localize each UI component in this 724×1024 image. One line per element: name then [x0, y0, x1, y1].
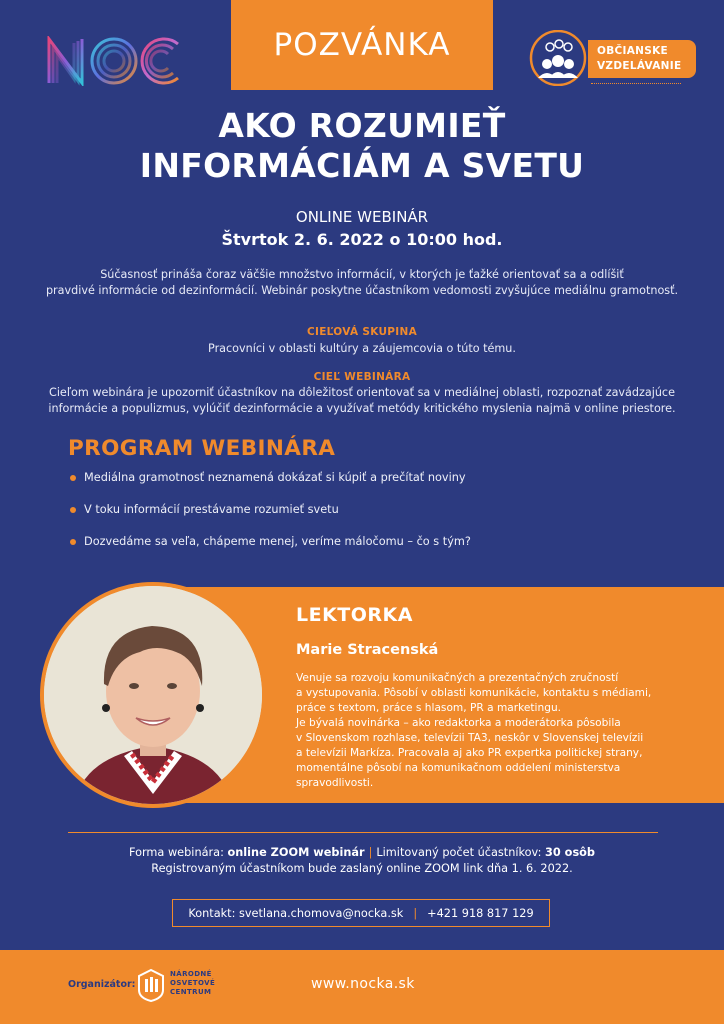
program-item [70, 471, 466, 484]
format-label: Forma webinára: [128, 846, 228, 859]
goal-heading: CIEĽ WEBINÁRA [313, 371, 411, 383]
title-line1: AKO ROZUMIEŤ [218, 106, 506, 145]
website-link[interactable]: www.nocka.sk [311, 976, 415, 992]
lecturer-photo-frame [40, 582, 266, 808]
org-line: NÁRODNÉ [170, 970, 212, 978]
bio-line: momentálne pôsobí na komunikačnom oddelení ministerstva [296, 762, 621, 774]
bio-line: spravodlivosti. [296, 777, 374, 789]
intro-line2: pravdivé informácie od dezinformácií. Webinár poskytne účastníkom vedomosti zvyšujúce mediálnu gramotnosť. [45, 284, 679, 297]
bio-line: práce s textom, práce s hlasom, PR a marketingu. [296, 702, 562, 714]
contact-phone[interactable]: +421 918 817 129 [427, 906, 534, 920]
program-item [70, 503, 339, 516]
invite-banner [231, 0, 493, 90]
org-line: CENTRUM [170, 988, 212, 996]
lecturer-heading: LEKTORKA [296, 604, 413, 626]
limit-value: 30 osôb [545, 846, 596, 859]
goal-line2: informácie a populizmus, vylúčiť dezinformácie a využívať metódy kritického myslenia najmä v online priestore. [48, 402, 676, 415]
goal-line1: Cieľom webinára je upozorniť účastníkov na dôležitosť orientovať sa v mediálnej oblasti, rozpoznať zavádzajúce [49, 386, 675, 399]
program-heading: PROGRAM WEBINÁRA [68, 436, 336, 461]
separator: | [413, 906, 418, 920]
goal-text [24, 385, 700, 417]
bullet-icon [70, 507, 76, 513]
program-item-text: Dozvedáme sa veľa, chápeme menej, veríme máločomu – čo s tým? [84, 535, 471, 548]
bio-line: Je bývalá novinárka – ako redaktorka a moderátorka pôsobila [296, 717, 621, 729]
limit-label: Limitovaný počet účastníkov: [376, 846, 546, 859]
civic-label-line1: OBČIANSKE [597, 45, 669, 57]
bullet-icon [70, 475, 76, 481]
target-group-heading: CIEĽOVÁ SKUPINA [307, 326, 417, 338]
intro-text [30, 267, 694, 299]
noc-logo [46, 36, 182, 86]
separator: | [368, 846, 373, 859]
main-title [0, 106, 724, 186]
registration-note: Registrovaným účastníkom bude zaslaný online ZOOM link dňa 1. 6. 2022. [151, 862, 573, 875]
target-group-text: Pracovníci v oblasti kultúry a záujemcovia o túto tému. [208, 342, 516, 355]
program-item-text: Mediálna gramotnosť neznamená dokázať si kúpiť a prečítať noviny [84, 471, 466, 484]
civic-label-line2: VZDELÁVANIE [597, 60, 682, 72]
event-type: ONLINE WEBINÁR [295, 208, 429, 226]
nos-logo-icon [136, 968, 166, 1002]
intro-line1: Súčasnosť prináša čoraz väčšie množstvo informácií, v ktorých je ťažké orientovať sa a odlíšiť [100, 268, 624, 281]
program-item [70, 535, 471, 548]
program-item-text: V toku informácií prestávame rozumieť svetu [84, 503, 339, 516]
bio-line: a televízii Markíza. Pracovala aj ako PR expertka politickej strany, [296, 747, 643, 759]
badge-divider [591, 83, 681, 84]
organizer-name [170, 970, 215, 997]
webinar-format-info [0, 846, 724, 859]
org-line: OSVETOVÉ [170, 979, 216, 987]
section-divider [68, 832, 658, 833]
invite-title: POZVÁNKA [273, 27, 451, 63]
lecturer-name: Marie Stracenská [296, 642, 439, 658]
contact-email[interactable]: Kontakt: svetlana.chomova@nocka.sk [188, 906, 404, 920]
title-line2: INFORMÁCIÁM A SVETU [139, 146, 585, 185]
format-value: online ZOOM webinár [227, 846, 365, 859]
bio-line: v Slovenskom rozhlase, televízii TA3, neskôr v Slovenskej televízii [296, 732, 644, 744]
lecturer-bio [296, 671, 716, 791]
civic-education-label [588, 40, 696, 78]
bullet-icon [70, 539, 76, 545]
organizer-label: Organizátor: [68, 979, 136, 990]
contact-box [172, 899, 550, 927]
bio-line: a vystupovania. Pôsobí v oblasti komunikácie, kontaktu s médiami, [296, 687, 652, 699]
event-datetime: Štvrtok 2. 6. 2022 o 10:00 hod. [221, 230, 503, 249]
lecturer-photo [44, 586, 262, 804]
bio-line: Venuje sa rozvoju komunikačných a prezentačných zručností [296, 672, 619, 684]
